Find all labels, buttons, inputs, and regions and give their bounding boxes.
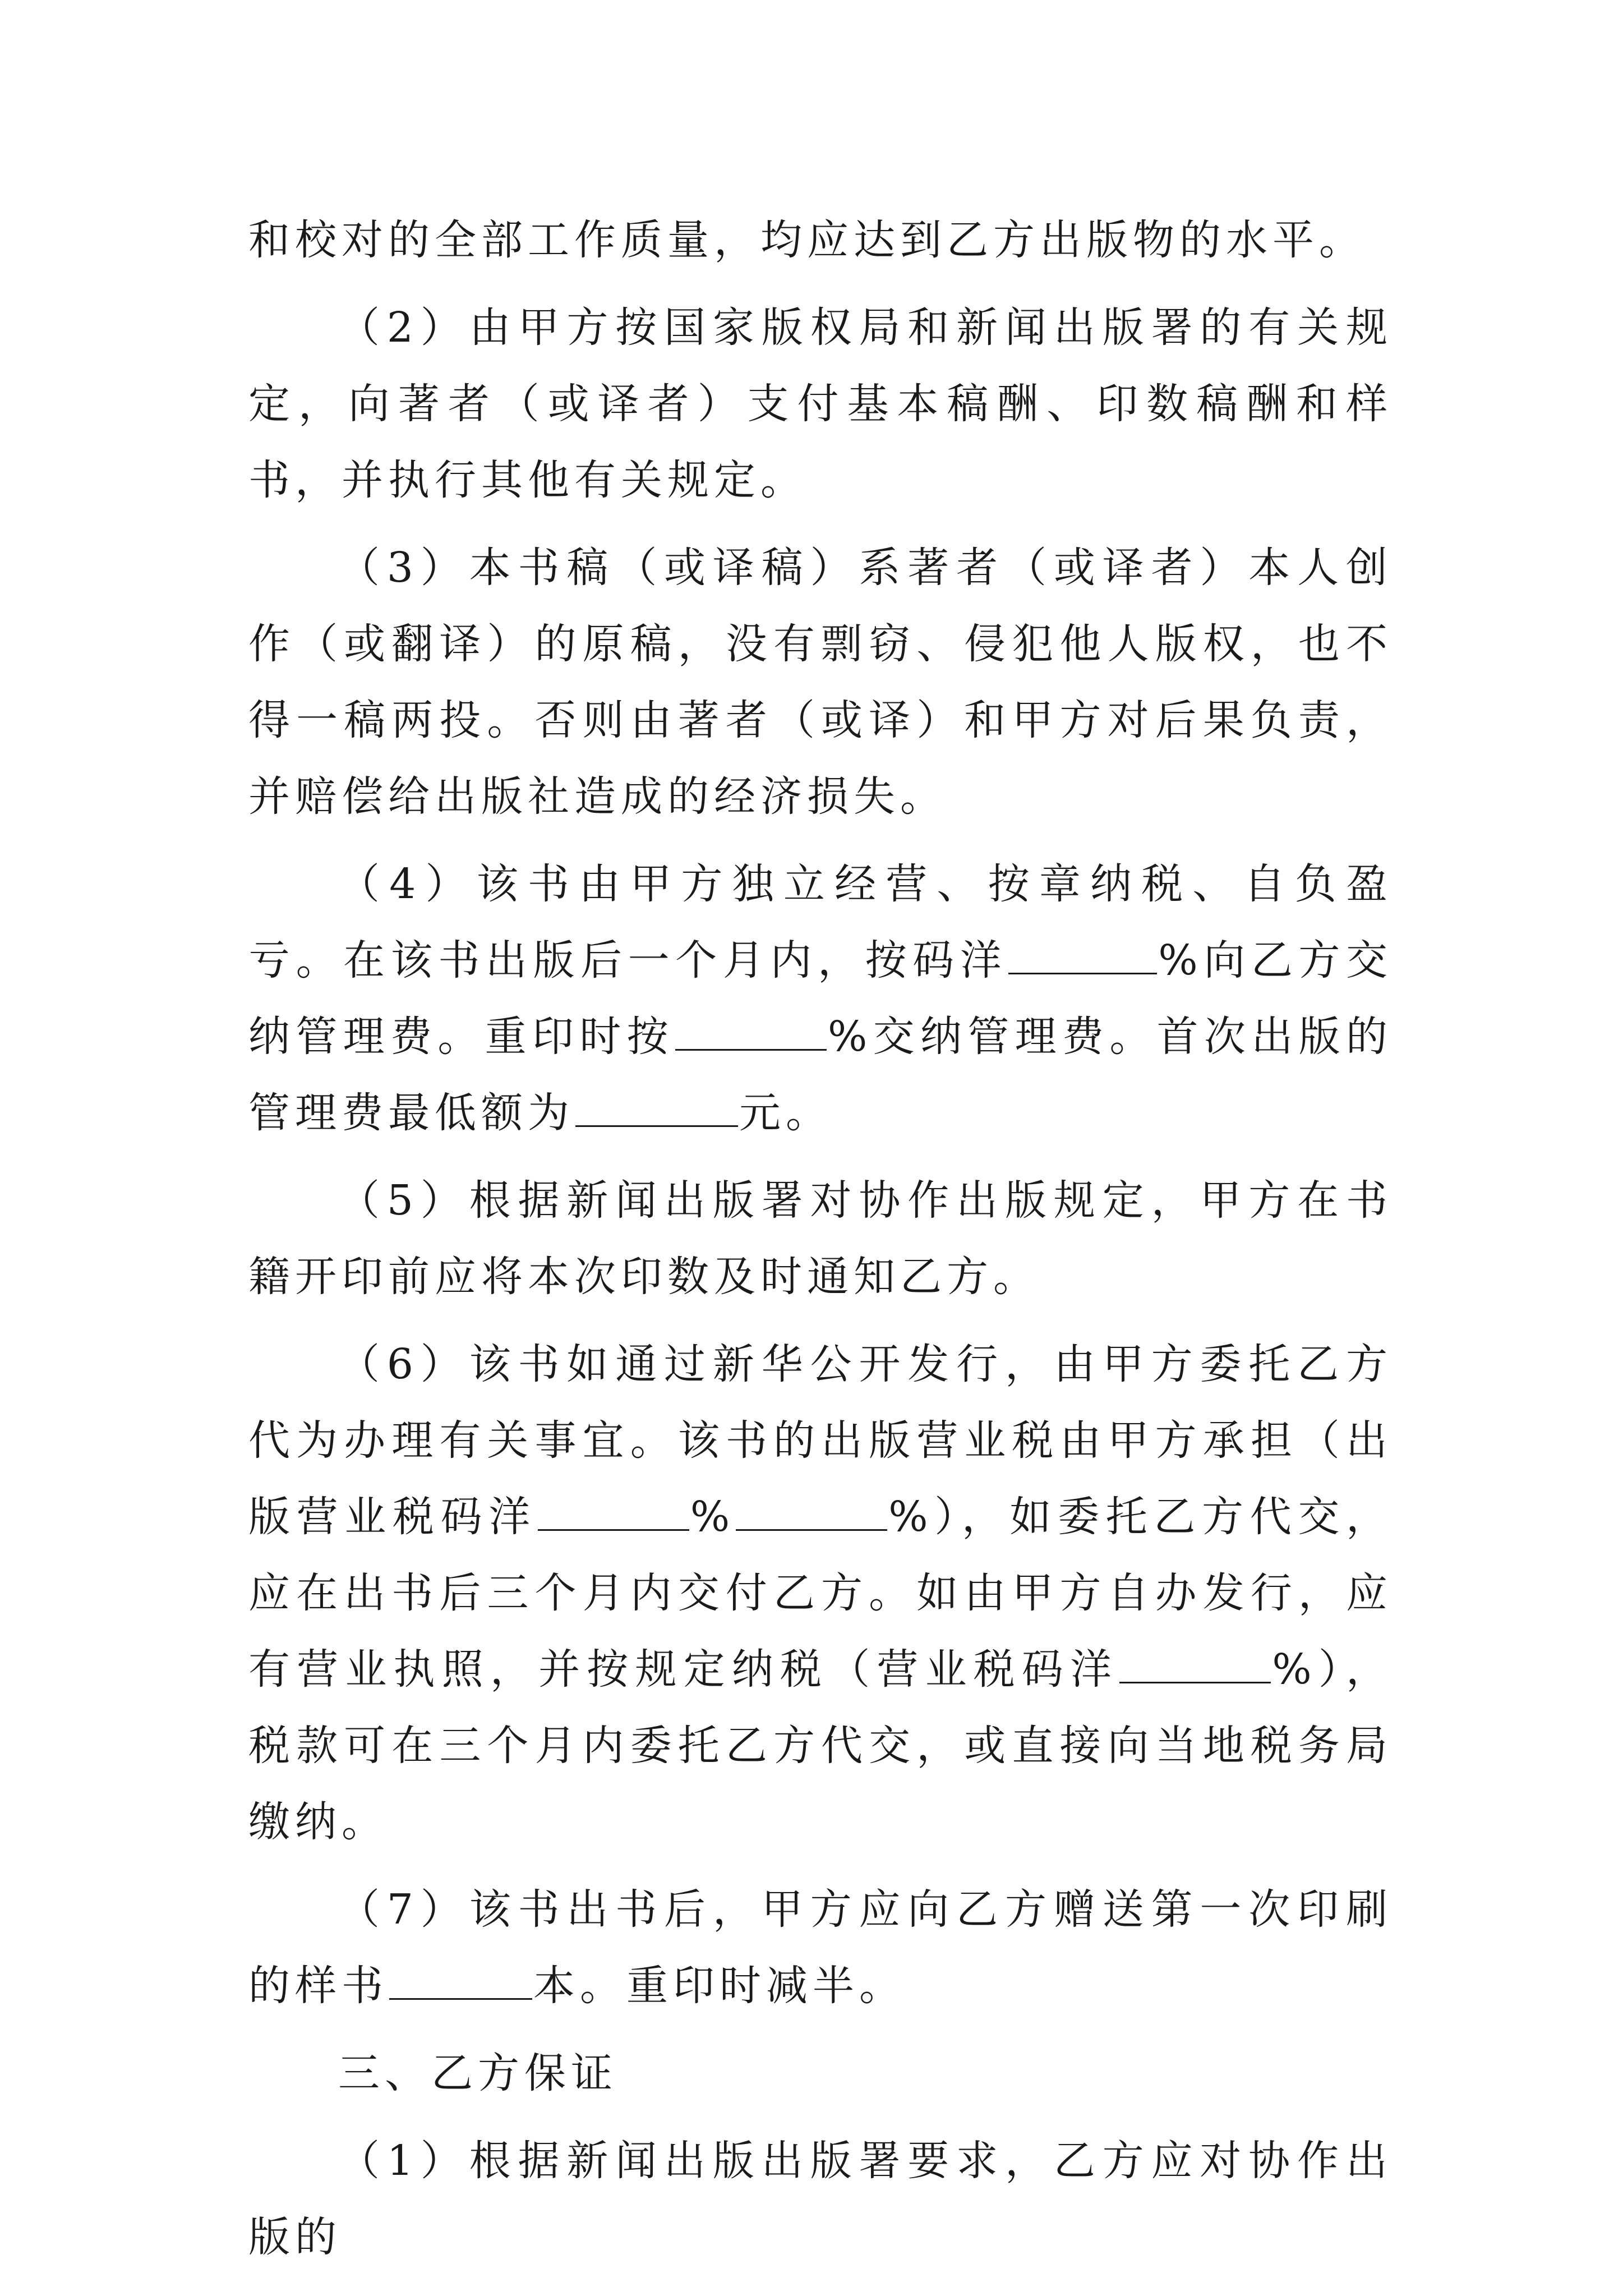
clause-b-1	[248, 2123, 1393, 2275]
fill-blank-tax-rate-1[interactable]	[538, 1493, 689, 1531]
fill-blank-minimum-fee[interactable]	[575, 1089, 738, 1127]
paragraph-text: %），税款可在三个月内委托乙方代交，或直接向当地税务局缴纳。	[248, 1645, 1393, 1846]
paragraph-text: （2）由甲方按国家版权局和新闻出版署的有关规定，向著者（或译者）支付基本稿酬、印数稿酬和样书，并执行其他有关规定。	[248, 303, 1393, 504]
fill-blank-business-tax-rate[interactable]	[1119, 1646, 1271, 1683]
paragraph-text: （1）根据新闻出版出版署要求，乙方应对协作出版的	[248, 2137, 1393, 2261]
paragraph-text: 和校对的全部工作质量，均应达到乙方出版物的水平。	[248, 216, 1366, 264]
fill-blank-management-fee-rate[interactable]	[1008, 937, 1157, 974]
fill-blank-reprint-fee-rate[interactable]	[675, 1013, 827, 1051]
clause-6	[248, 1326, 1393, 1860]
contract-body	[248, 202, 1393, 2286]
paragraph-text: %	[690, 1493, 735, 1541]
paragraph-text: 元。	[739, 1089, 832, 1137]
section-heading-party-b-guarantee	[248, 2035, 1393, 2111]
paragraph-text: 本。重印时减半。	[533, 1962, 906, 2010]
clause-3	[248, 530, 1393, 835]
clause-5	[248, 1162, 1393, 1315]
paragraph-text: （3）本书稿（或译稿）系著者（或译者）本人创作（或翻译）的原稿，没有剽窃、侵犯他人版权，也不得一稿两投。否则由著者（或译）和甲方对后果负责，并赔偿给出版社造成的经济损失。	[248, 544, 1393, 821]
paragraph-text: %向乙方交纳管理费。重印时按	[248, 936, 1393, 1061]
clause-7	[248, 1871, 1393, 2024]
paragraph-text: %），如委托乙方代交，应在出书后三个月内交付乙方。如由甲方自办发行，应有营业执照，并按规定纳税（营业税码洋	[248, 1493, 1393, 1694]
paragraph-text: （7）该书出书后，甲方应向乙方赠送第一次印刷的样书	[248, 1885, 1393, 2010]
paragraph-text: %交纳管理费。首次出版的管理费最低额为	[248, 1013, 1393, 1137]
fill-blank-sample-copies[interactable]	[389, 1962, 532, 2000]
clause-4	[248, 846, 1393, 1151]
paragraph-continuation	[248, 202, 1393, 278]
paragraph-text: （5）根据新闻出版署对协作出版规定，甲方在书籍开印前应将本次印数及时通知乙方。	[248, 1176, 1393, 1301]
section-heading-text: 三、乙方保证	[338, 2049, 617, 2097]
clause-2	[248, 289, 1393, 518]
paragraph-text: （6）该书如通过新华公开发行，由甲方委托乙方代为办理有关事宜。该书的出版营业税由甲方承担（出版营业税码洋	[248, 1340, 1393, 1541]
paragraph-text: （4）该书由甲方独立经营、按章纳税、自负盈亏。在该书出版后一个月内，按码洋	[248, 860, 1393, 984]
fill-blank-tax-rate-2[interactable]	[736, 1493, 887, 1531]
